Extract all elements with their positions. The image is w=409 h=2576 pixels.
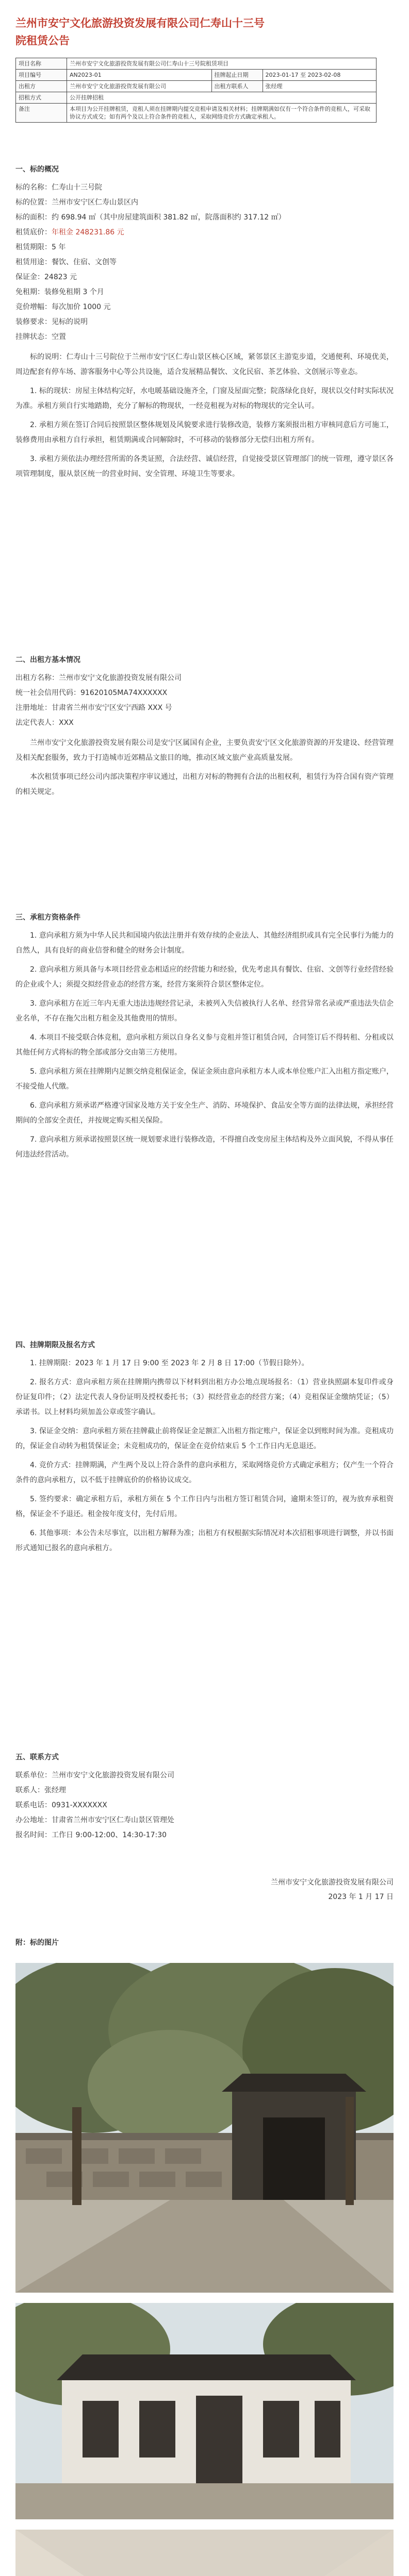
info-label: 出租方联系人 — [211, 81, 263, 92]
kv-value: 兰州市安宁区仁寿山景区内 — [52, 198, 138, 207]
section-2-body — [15, 671, 394, 804]
info-label: 挂牌起止日期 — [211, 70, 263, 81]
kv-item — [15, 255, 394, 270]
paragraph: 4. 本项目不接受联合体竞租，意向承租方须以自身名义参与竞租并签订租赁合同，合同签订后不得转租、分租或以其他任何方式将标的物全部或部分交由第三方使用。 — [15, 1033, 394, 1057]
kv-value: 5 年 — [52, 243, 66, 251]
paragraph: 4. 竞价方式：挂牌期满，产生两个及以上符合条件的意向承租方，采取网络竞价方式确定承租方；仅产生一个符合条件的意向承租方，以不低于挂牌底价的价格协议成交。 — [15, 1461, 394, 1484]
info-label: 备注 — [16, 104, 67, 123]
info-label: 招租方式 — [16, 92, 67, 104]
kv-value: 约 698.94 ㎡（其中房屋建筑面积 381.82 ㎡，院落面积约 317.12 ㎡） — [52, 213, 286, 222]
info-value: 本项目为公开挂牌租赁，竞租人须在挂牌期内提交竞租申请及相关材料；挂牌期满如仅有一个符合条件的竞租人，可采取协议方式成交；如有两个及以上符合条件的竞租人，采取网络竞价方式确定承租人。 — [67, 104, 377, 123]
paragraph: 5. 签约要求：确定承租方后，承租方须在 5 个工作日内与出租方签订租赁合同，逾期未签订的，视为放弃承租资格，保证金不予退还。租金按年度支付，先付后用。 — [15, 1495, 394, 1518]
property-photo-1 — [15, 1963, 394, 2293]
kv-key: 装修要求： — [15, 318, 52, 326]
kv-value: 兰州市安宁文化旅游投资发展有限公司 — [52, 1771, 174, 1780]
kv-value: 张经理 — [44, 1786, 66, 1794]
signature-date: 2023 年 1 月 17 日 — [328, 1893, 394, 1901]
info-label: 项目编号 — [16, 70, 67, 81]
section-heading-1: 一、标的概况 — [15, 165, 59, 174]
kv-value: 年租金 248231.86 元 — [52, 228, 124, 236]
kv-value: 甘肃省兰州市安宁区仁寿山景区管理处 — [52, 1816, 174, 1824]
kv-key: 报名时间： — [15, 1831, 52, 1839]
info-row — [16, 81, 377, 92]
info-value: 公开挂牌招租 — [67, 92, 377, 104]
kv-key: 联系人： — [15, 1786, 44, 1794]
kv-item — [15, 701, 394, 716]
kv-value: XXX — [59, 719, 74, 727]
property-photo-3 — [15, 2530, 394, 2576]
kv-value: 91620105MA74XXXXXX — [80, 689, 168, 697]
paragraph: 1. 标的现状：房屋主体结构完好，水电暖基础设施齐全，门窗及屋面完整；院落绿化良好，现状以交付时实际状况为准。承租方须自行实地踏勘，充分了解标的物现状，一经竞租视为对标的物现状的完全认可。 — [15, 387, 394, 410]
kv-item — [15, 240, 394, 255]
paragraph: 2. 意向承租方须具备与本项目经营业态相适应的经营能力和经验，优先考虑具有餐饮、住宿、文创等行业经营经验的企业或个人；须提交拟经营业态的经营方案，经营方案须符合景区整体定位。 — [15, 965, 394, 989]
kv-key: 标的面积： — [15, 213, 52, 222]
info-row — [16, 92, 377, 104]
signature-block — [15, 1875, 394, 1904]
kv-key: 出租方名称： — [15, 674, 59, 682]
paragraph: 6. 其他事项：本公告未尽事宜，以出租方解释为准；出租方有权根据实际情况对本次招租事项进行调整，并以书面形式通知已报名的意向承租方。 — [15, 1529, 394, 1552]
title-line-2: 院租赁公告 — [15, 35, 70, 47]
paragraph: 5. 意向承租方须在挂牌期内足额交纳竞租保证金，保证金须由意向承租方本人或本单位账户汇入出租方指定账户，不接受他人代缴。 — [15, 1067, 394, 1091]
photo-interior — [15, 2530, 394, 2576]
info-value: 张经理 — [263, 81, 376, 92]
kv-key: 标的名称： — [15, 183, 52, 192]
paragraph: 7. 意向承租方须承诺按照景区统一规划要求进行装修改造，不得擅自改变房屋主体结构及外立面风貌，不得从事任何违法经营活动。 — [15, 1136, 394, 1159]
kv-value: 仁寿山十三号院 — [52, 183, 102, 192]
section-heading-3: 三、承租方资格条件 — [15, 913, 80, 922]
info-value: 兰州市安宁文化旅游投资发展有限公司仁寿山十三号院租赁项目 — [67, 58, 377, 70]
kv-item — [15, 1813, 394, 1828]
info-table — [15, 58, 377, 123]
section-heading-6: 附：标的图片 — [15, 1939, 59, 1947]
paragraph: 3. 意向承租方在近三年内无重大违法违规经营记录，未被列入失信被执行人名单、经营异常名录或严重违法失信企业名单，不存在拖欠出租方租金及其他费用的情形。 — [15, 999, 394, 1023]
s1-list — [15, 180, 394, 345]
section-5-body — [15, 1768, 394, 1843]
kv-key: 办公地址： — [15, 1816, 52, 1824]
kv-item — [15, 686, 394, 701]
kv-item — [15, 225, 394, 240]
kv-item — [15, 315, 394, 330]
kv-value: 见标的说明 — [52, 318, 88, 326]
kv-value: 空置 — [52, 333, 66, 341]
info-value: AN2023-01 — [67, 70, 212, 81]
info-row — [16, 70, 377, 81]
paragraph: 3. 保证金交纳：意向承租方须在挂牌截止前将保证金足额汇入出租方指定账户，保证金以到账时间为准。竞租成功的，保证金自动转为租赁保证金；未竞租成功的，保证金在竞价结束后 5 个工作日内无息退还。 — [15, 1427, 394, 1450]
kv-item — [15, 300, 394, 315]
photo-courtyard-trees — [15, 1963, 394, 2293]
section-heading-2: 二、出租方基本情况 — [15, 656, 80, 664]
kv-value: 每次加价 1000 元 — [52, 303, 111, 311]
info-row — [16, 104, 377, 123]
kv-value: 0931-XXXXXXX — [52, 1801, 107, 1809]
page-title — [15, 14, 394, 49]
paragraph: 1. 意向承租方须为中华人民共和国境内依法注册并有效存续的企业法人、其他经济组织或具有完全民事行为能力的自然人，具有良好的商业信誉和健全的财务会计制度。 — [15, 931, 394, 955]
kv-key: 联系电话： — [15, 1801, 52, 1809]
title-line-1: 兰州市安宁文化旅游投资发展有限公司仁寿山十三号 — [15, 17, 265, 29]
kv-key: 注册地址： — [15, 704, 52, 712]
kv-item — [15, 285, 394, 300]
kv-item — [15, 1828, 394, 1843]
kv-key: 竞价增幅： — [15, 303, 52, 311]
kv-key: 保证金： — [15, 273, 44, 281]
kv-key: 租赁用途： — [15, 258, 52, 266]
kv-value: 装修免租期 3 个月 — [44, 288, 104, 296]
kv-key: 租赁期限： — [15, 243, 52, 251]
kv-item — [15, 270, 394, 285]
photo-building-facade — [15, 2303, 394, 2519]
kv-item — [15, 1798, 394, 1813]
kv-item — [15, 195, 394, 210]
kv-item — [15, 1768, 394, 1783]
info-label: 项目名称 — [16, 58, 67, 70]
kv-key: 挂牌状态： — [15, 333, 52, 341]
paragraph: 3. 承租方须依法办理经营所需的各类证照，合法经营、诚信经营，自觉接受景区管理部门的统一管理，遵守景区各项管理制度，服从景区统一的营业时间、安全管理、环境卫生等要求。 — [15, 455, 394, 478]
section-heading-4: 四、挂牌期限及报名方式 — [15, 1341, 95, 1349]
kv-item — [15, 1783, 394, 1798]
kv-value: 餐饮、住宿、文创等 — [52, 258, 117, 266]
kv-item — [15, 330, 394, 345]
kv-value: 甘肃省兰州市安宁区安宁西路 XXX 号 — [52, 704, 172, 712]
kv-value: 兰州市安宁文化旅游投资发展有限公司 — [59, 674, 182, 682]
kv-value: 工作日 9:00-12:00、14:30-17:30 — [52, 1831, 167, 1839]
property-photo-2 — [15, 2303, 394, 2519]
kv-key: 免租期： — [15, 288, 44, 296]
kv-key: 标的位置： — [15, 198, 52, 207]
kv-item — [15, 180, 394, 195]
section-heading-5: 五、联系方式 — [15, 1753, 59, 1761]
kv-key: 联系单位： — [15, 1771, 52, 1780]
kv-item — [15, 671, 394, 686]
paragraph: 兰州市安宁文化旅游投资发展有限公司是安宁区属国有企业，主要负责安宁区文化旅游资源的开发建设、经营管理及相关配套服务，致力于打造城市近郊精品文旅目的地，推动区域文旅产业高质量发展。 — [15, 739, 394, 762]
kv-item — [15, 210, 394, 225]
info-value: 兰州市安宁文化旅游投资发展有限公司 — [67, 81, 212, 92]
info-row — [16, 58, 377, 70]
kv-key: 租赁底价： — [15, 228, 52, 236]
kv-item — [15, 716, 394, 731]
info-label: 出租方 — [16, 81, 67, 92]
paragraph: 标的说明：仁寿山十三号院位于兰州市安宁区仁寿山景区核心区域，紧邻景区主游览步道，交通便利、环境优美，周边配套有停车场、游客服务中心等公共设施，适合发展精品餐饮、文化民宿、茶艺体验、文创展示等业态。 — [15, 353, 394, 376]
info-value: 2023-01-17 至 2023-02-08 — [263, 70, 376, 81]
kv-key: 统一社会信用代码： — [15, 689, 80, 697]
paragraph: 6. 意向承租方须承诺严格遵守国家及地方关于安全生产、消防、环境保护、食品安全等方面的法律法规，承担经营期间的全部安全责任，并按规定购买相关保险。 — [15, 1101, 394, 1125]
kv-key: 法定代表人： — [15, 719, 59, 727]
section-1-body — [15, 180, 394, 486]
section-3-body — [15, 928, 394, 1166]
paragraph: 本次租赁事项已经公司内部决策程序审议通过，出租方对标的物拥有合法的出租权利，租赁行为符合国有资产管理的相关规定。 — [15, 773, 394, 796]
section-4-body — [15, 1356, 394, 1560]
paragraph: 1. 挂牌期限：2023 年 1 月 17 日 9:00 至 2023 年 2 月 8 日 17:00（节假日除外）。 — [30, 1359, 309, 1367]
paragraph: 2. 报名方式：意向承租方须在挂牌期内携带以下材料到出租方办公地点现场报名：（1）营业执照副本复印件或身份证复印件；（2）法定代表人身份证明及授权委托书；（3）拟经营业态的经营方案；（4）竞租保证金缴纳凭证；（5）承诺书。以上材料均须加盖公章或签字确认。 — [15, 1378, 394, 1416]
signature-company: 兰州市安宁文化旅游投资发展有限公司 — [271, 1878, 394, 1887]
kv-value: 24823 元 — [44, 273, 77, 281]
paragraph: 2. 承租方须在签订合同后按照景区整体规划及风貌要求进行装修改造，装修方案须报出租方审核同意后方可施工，装修费用由承租方自行承担，租赁期满或合同解除时，不可移动的装修部分无偿归出租方所有。 — [15, 421, 394, 444]
